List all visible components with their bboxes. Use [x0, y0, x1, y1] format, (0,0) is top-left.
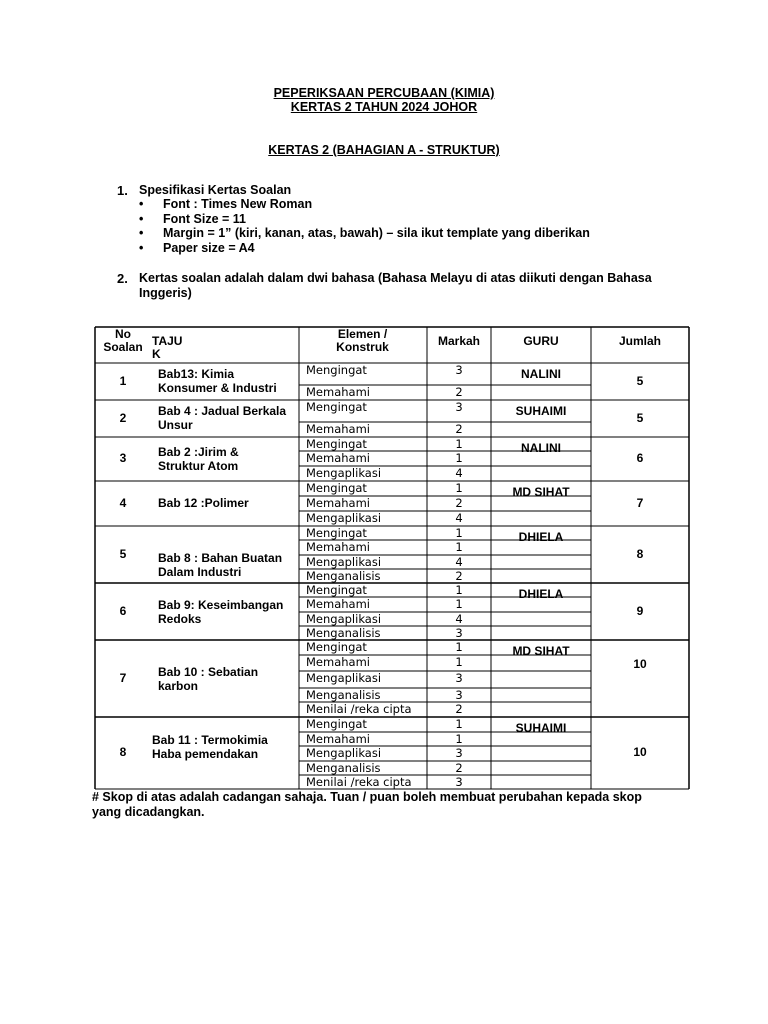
element-cell: Memahami: [306, 655, 370, 669]
document-subtitle: KERTAS 2 (BAHAGIAN A - STRUKTUR): [268, 143, 500, 157]
teacher-cell: SUHAIMI: [515, 404, 567, 418]
point-2-text-line2: Inggeris): [139, 286, 192, 300]
question-number: 6: [119, 603, 127, 618]
element-cell: Mengaplikasi: [306, 511, 382, 525]
total-cell: 7: [636, 495, 644, 510]
mark-cell: 2: [455, 702, 463, 716]
header-no-line2: Soalan: [103, 340, 143, 354]
element-cell: Menilai /reka cipta: [306, 702, 412, 716]
mark-cell: 1: [455, 540, 463, 554]
element-cell: Mengingat: [306, 583, 367, 597]
question-topic-line: Bab 9: Keseimbangan: [158, 597, 284, 612]
mark-cell: 3: [455, 688, 463, 702]
question-topic-line: Bab 12 :Polimer: [158, 496, 249, 510]
total-cell: 9: [636, 603, 644, 618]
element-cell: Mengingat: [306, 526, 367, 540]
mark-cell: 2: [455, 496, 463, 510]
mark-cell: 3: [455, 363, 463, 377]
element-cell: Menganalisis: [306, 569, 381, 583]
mark-cell: 4: [455, 466, 463, 480]
mark-cell: 1: [455, 732, 463, 746]
mark-cell: 2: [455, 761, 463, 775]
mark-cell: 4: [455, 555, 463, 569]
element-cell: Mengingat: [306, 481, 367, 495]
teacher-cell: NALINI: [521, 367, 561, 381]
total-cell: 5: [636, 373, 644, 388]
footer-note-line1: # Skop di atas adalah cadangan sahaja. Tuan / puan boleh membuat perubahan kepada skop: [92, 790, 642, 804]
element-cell: Memahami: [306, 732, 370, 746]
point-1-text: Spesifikasi Kertas Soalan: [139, 183, 292, 197]
element-cell: Memahami: [306, 597, 370, 611]
element-cell: Menganalisis: [306, 688, 381, 702]
element-cell: Mengingat: [306, 363, 367, 377]
question-topic-line: Bab 10 : Sebatian: [158, 664, 259, 679]
mark-cell: 1: [455, 597, 463, 611]
question-topic-line: Unsur: [158, 417, 193, 432]
mark-cell: 3: [455, 775, 463, 789]
header-tajuk-line2: K: [152, 347, 161, 361]
question-topic-line: Redoks: [158, 611, 202, 626]
element-cell: Mengaplikasi: [306, 746, 382, 760]
header-elemen-line2: Konstruk: [336, 340, 389, 354]
point-2-number: 2.: [117, 271, 128, 286]
question-number: 3: [119, 451, 127, 465]
element-cell: Mengingat: [306, 437, 367, 451]
question-topic-line: Haba pemendakan: [152, 747, 259, 761]
spec-bullet-item: • Font : Times New Roman: [139, 197, 590, 212]
mark-cell: 1: [455, 437, 463, 451]
teacher-cell: DHIELA: [518, 587, 564, 601]
point-2-text-line1: Kertas soalan adalah dalam dwi bahasa (Bahasa Melayu di atas diikuti dengan Bahasa: [139, 271, 652, 285]
element-cell: Memahami: [306, 496, 370, 510]
question-number: 4: [119, 495, 127, 510]
teacher-cell: MD SIHAT: [512, 644, 570, 658]
footer-note: [92, 790, 692, 819]
mark-cell: 1: [455, 655, 463, 669]
mark-cell: 2: [455, 422, 463, 436]
question-number: 5: [119, 546, 127, 561]
question-topic-line: Bab 11 : Termokimia: [152, 733, 268, 747]
spec-bullet-item: • Margin = 1” (kiri, kanan, atas, bawah) – sila ikut template yang diberikan: [139, 226, 590, 241]
element-cell: Mengaplikasi: [306, 466, 382, 480]
element-cell: Menilai /reka cipta: [306, 775, 412, 789]
mark-cell: 3: [455, 671, 463, 685]
element-cell: Mengingat: [306, 717, 367, 731]
question-number: 7: [119, 670, 127, 685]
element-cell: Memahami: [306, 422, 370, 436]
total-cell: 5: [636, 410, 644, 425]
element-cell: Memahami: [306, 385, 370, 399]
question-number: 8: [119, 745, 127, 759]
total-cell: 6: [636, 451, 644, 465]
element-cell: Mengingat: [306, 640, 367, 654]
teacher-cell: DHIELA: [518, 530, 564, 544]
point-1-number: 1.: [117, 183, 128, 198]
document-title-line2: KERTAS 2 TAHUN 2024 JOHOR: [290, 100, 478, 114]
question-topic-line: Bab 8 : Bahan Buatan: [158, 550, 283, 565]
total-cell: 8: [636, 546, 644, 561]
question-number: 1: [119, 373, 127, 388]
mark-cell: 1: [455, 526, 463, 540]
element-cell: Memahami: [306, 451, 370, 465]
mark-cell: 4: [455, 612, 463, 626]
element-cell: Memahami: [306, 540, 370, 554]
header-guru: GURU: [523, 334, 559, 348]
question-number: 2: [119, 410, 127, 425]
question-topic-line: Bab 2 :Jirim &: [158, 445, 239, 459]
mark-cell: 1: [455, 481, 463, 495]
question-topic-line: Dalam Industri: [158, 564, 242, 579]
header-no-line1: No: [115, 327, 131, 341]
header-markah: Markah: [437, 334, 481, 348]
question-topic-line: karbon: [158, 678, 199, 693]
header-tajuk-line1: TAJU: [152, 334, 183, 348]
element-cell: Mengaplikasi: [306, 555, 382, 569]
mark-cell: 1: [455, 717, 463, 731]
mark-cell: 3: [455, 626, 463, 640]
total-cell: 10: [633, 656, 647, 671]
element-cell: Mengaplikasi: [306, 612, 382, 626]
mark-cell: 1: [455, 451, 463, 465]
question-topic-line: Bab 4 : Jadual Berkala: [158, 403, 287, 418]
total-cell: 10: [633, 745, 647, 759]
question-topic-line: Konsumer & Industri: [158, 380, 277, 395]
document-title-line1: PEPERIKSAAN PERCUBAAN (KIMIA): [273, 86, 495, 100]
mark-cell: 2: [455, 385, 463, 399]
mark-cell: 4: [455, 511, 463, 525]
header-jumlah: Jumlah: [618, 334, 661, 348]
mark-cell: 3: [455, 746, 463, 760]
mark-cell: 1: [455, 640, 463, 654]
element-cell: Mengingat: [306, 400, 367, 414]
mark-cell: 3: [455, 400, 463, 414]
spec-bullet-item: • Font Size = 11: [139, 212, 590, 227]
teacher-cell: NALINI: [521, 441, 561, 455]
header-elemen-line1: Elemen /: [337, 327, 388, 341]
spec-bullet-item: • Paper size = A4: [139, 241, 590, 256]
mark-cell: 2: [455, 569, 463, 583]
element-cell: Menganalisis: [306, 761, 381, 775]
teacher-cell: SUHAIMI: [515, 721, 567, 735]
element-cell: Menganalisis: [306, 626, 381, 640]
question-topic-line: Struktur Atom: [158, 459, 239, 473]
element-cell: Mengaplikasi: [306, 671, 382, 685]
question-topic-line: Bab13: Kimia: [158, 366, 235, 381]
mark-cell: 1: [455, 583, 463, 597]
teacher-cell: MD SIHAT: [512, 485, 570, 499]
footer-note-line2: yang dicadangkan.: [92, 804, 205, 819]
